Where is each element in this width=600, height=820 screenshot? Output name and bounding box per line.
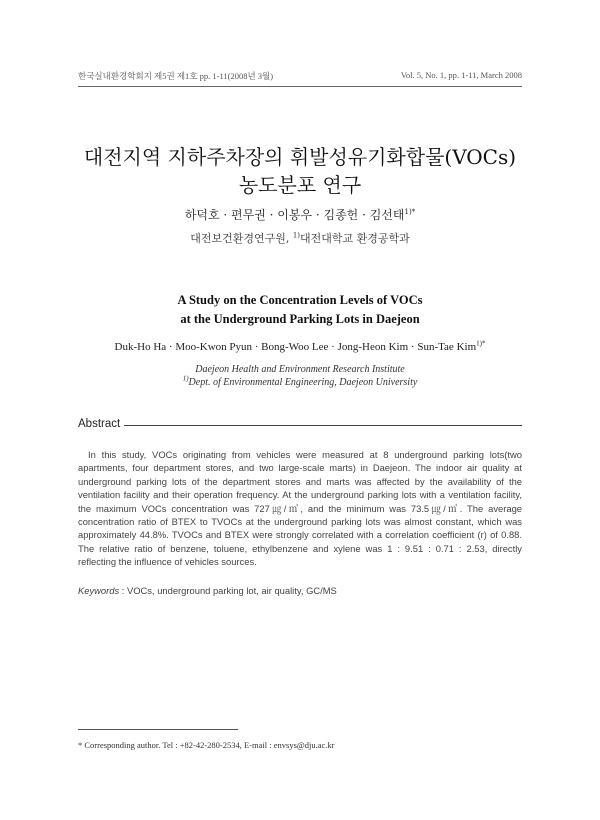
journal-citation-korean: 한국실내환경학회지 제5권 제1호 pp. 1-11(2008년 3월) <box>78 71 274 81</box>
english-affil-2: Dept. of Environmental Engineering, Daejeon University <box>188 377 418 388</box>
english-author-names: Duk-Ho Ha · Moo-Kwon Pyun · Bong-Woo Lee · Jong-Heon Kim · Sun-Tae Kim <box>114 341 477 353</box>
english-affiliations <box>40 363 560 389</box>
korean-author-names: 하덕호 · 편무권 · 이봉우 · 김종헌 · 김선태 <box>184 208 405 222</box>
abstract-label: Abstract <box>78 418 124 430</box>
keywords <box>78 585 522 596</box>
english-author-sup: 1)* <box>476 339 486 348</box>
english-title-line1: A Study on the Concentration Levels of VOCs <box>177 293 423 307</box>
korean-affil-rest: 대전대학교 환경공학과 <box>300 232 410 245</box>
korean-affiliations <box>40 230 560 246</box>
korean-authors <box>40 206 560 223</box>
keywords-text: : VOCs, underground parking lot, air quality, GC/MS <box>119 585 337 596</box>
english-affil-2-sup: 1) <box>182 374 189 383</box>
journal-citation-english: Vol. 5, No. 1, pp. 1-11, March 2008 <box>400 70 522 80</box>
korean-author-sup: 1)* <box>404 208 416 216</box>
english-authors <box>40 341 560 353</box>
korean-title-line2: 농도분포 연구 <box>238 173 362 197</box>
abstract-rule <box>123 425 522 426</box>
corresponding-author-footnote: * Corresponding author. Tel : +82-42-280-2534, E-mail : envsys@dju.ac.kr <box>78 740 335 750</box>
footnote-rule <box>78 729 238 730</box>
english-affil-1: Daejeon Health and Environment Research Institute <box>195 364 405 375</box>
korean-affil-sup: 1) <box>292 231 301 240</box>
korean-title-line1: 대전지역 지하주차장의 휘발성유기화합물(VOCs) <box>83 145 517 169</box>
english-title-line2: at the Underground Parking Lots in Daejeon <box>180 312 420 326</box>
korean-affil-main: 대전보건환경연구원, <box>190 232 293 245</box>
english-title <box>40 291 560 329</box>
running-header <box>78 70 522 84</box>
abstract-heading <box>78 418 522 432</box>
header-rule <box>78 86 522 87</box>
korean-title <box>40 143 560 199</box>
english-affil-2-line <box>40 376 560 389</box>
abstract-body: In this study, VOCs originating from vehicles were measured at 8 underground parking lots(two apartments, four department stores, and two large-scale marts) in Daejeon. The indoor air quality at underground parking lots of the department stores and marts was affected by the availability of the ventilation facility and their operation frequency. At the underground parking lots with a ventilation facility, the maximum VOCs concentration was 727㎍/㎥, and the minimum was 73.5㎍/㎥. The average concentration ratio of BTEX to TVOCs at the underground parking lots was almost constant, which was approximately 44.8%. TVOCs and BTEX were strongly correlated with a correlation coefficient (r) of 0.88. The relative ratio of benzene, toluene, ethylbenzene and xylene was 1 : 9.51 : 0.71 : 2.53, directly reflecting the influence of vehicles sources. <box>78 449 522 568</box>
keywords-label: Keywords <box>78 585 120 596</box>
